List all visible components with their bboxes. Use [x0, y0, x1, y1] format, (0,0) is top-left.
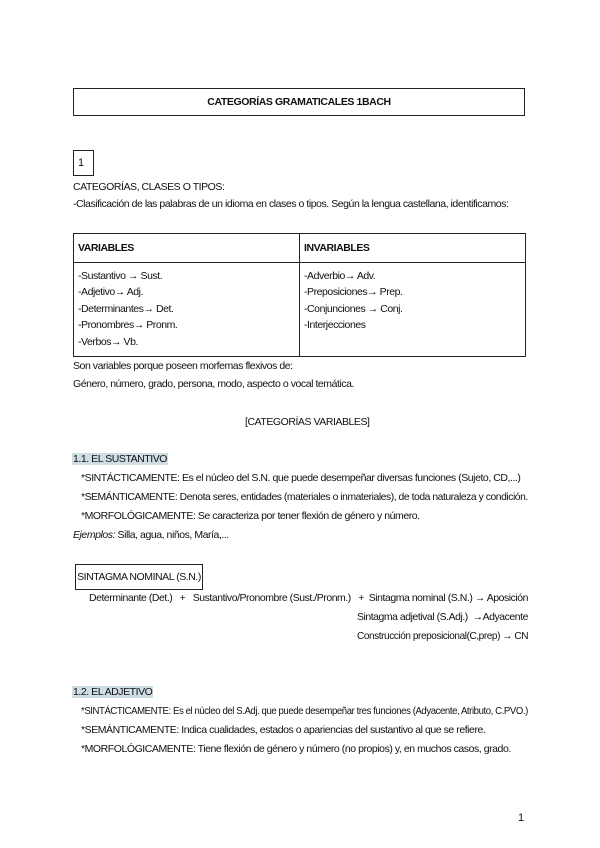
sustantivo-line: *MORFOLÓGICAMENTE: Se caracteriza por tener flexión de género y número. [81, 510, 420, 522]
categories-table [73, 233, 526, 357]
adjetivo-title [72, 686, 153, 698]
sustantivo-line: *SEMÁNTICAMENTE: Denota seres, entidades (materiales o inmateriales), de toda naturaleza y condición. [81, 491, 528, 503]
variables-item: -Verbos→ Vb. [78, 335, 138, 348]
sustantivo-title [72, 453, 168, 465]
invariables-cell [300, 263, 526, 357]
intro-heading: CATEGORÍAS, CLASES O TIPOS: [73, 181, 225, 193]
intro-text: -Clasificación de las palabras de un idioma en clases o tipos. Según la lengua castellana, identificamos: [73, 198, 509, 210]
document-title: CATEGORÍAS GRAMATICALES 1BACH [73, 88, 525, 116]
variables-item: -Determinantes→ Det. [78, 302, 174, 315]
adjetivo-line: *SINTÁCTICAMENTE: Es el núcleo del S.Adj. que puede desempeñar tres funciones (Adyacente, Atributo, C.PVO.) [81, 705, 528, 717]
sustantivo-title-text: 1.1. EL SUSTANTIVO [73, 453, 168, 465]
invariables-item: -Preposiciones→ Prep. [304, 286, 403, 299]
sintagma-structure: Determinante (Det.) + Sustantivo/Pronombre (Sust./Pronm.) + Sintagma nominal (S.N.) → Aposición [89, 592, 529, 604]
header-invariables: INVARIABLES [300, 234, 526, 263]
adjetivo-title-text: 1.2. EL ADJETIVO [73, 686, 153, 698]
adjetivo-line: *SEMÁNTICAMENTE: Indica cualidades, estados o apariencias del sustantivo al que se refiere. [81, 724, 486, 736]
variables-note-line1: Son variables porque poseen morfemas flexivos de: [73, 360, 293, 372]
sintagma-line3: Construcción preposicional(C,prep) → CN [357, 630, 529, 642]
variables-item: -Sustantivo → Sust. [78, 270, 163, 282]
variables-note-line2: Género, número, grado, persona, modo, aspecto o vocal temática. [73, 378, 354, 390]
adjetivo-line: *MORFOLÓGICAMENTE: Tiene flexión de género y número (no propios) y, en muchos casos, grado. [81, 743, 511, 755]
invariables-item: -Adverbio→ Adv. [304, 270, 376, 282]
sustantivo-examples [73, 529, 229, 541]
variables-cell [74, 263, 300, 357]
section-number-box: 1 [73, 150, 94, 176]
sintagma-nominal-box: SINTAGMA NOMINAL (S.N.) [75, 564, 203, 590]
invariables-item: -Conjunciones → Conj. [304, 302, 403, 315]
variables-heading: [CATEGORÍAS VARIABLES] [245, 416, 370, 428]
examples-text: Silla, agua, niños, María,... [115, 529, 229, 541]
examples-label: Ejemplos: [73, 529, 116, 541]
invariables-item: -Interjecciones [304, 319, 366, 332]
sustantivo-line: *SINTÁCTICAMENTE: Es el núcleo del S.N. que puede desempeñar diversas funciones (Sujeto, CD,...) [81, 472, 521, 484]
variables-item: -Adjetivo→ Adj. [78, 286, 144, 299]
variables-item: -Pronombres→ Pronm. [78, 319, 178, 332]
sintagma-line2: Sintagma adjetival (S.Adj.) →Adyacente [357, 611, 528, 623]
page-number: 1 [518, 812, 525, 824]
header-variables: VARIABLES [74, 234, 300, 263]
